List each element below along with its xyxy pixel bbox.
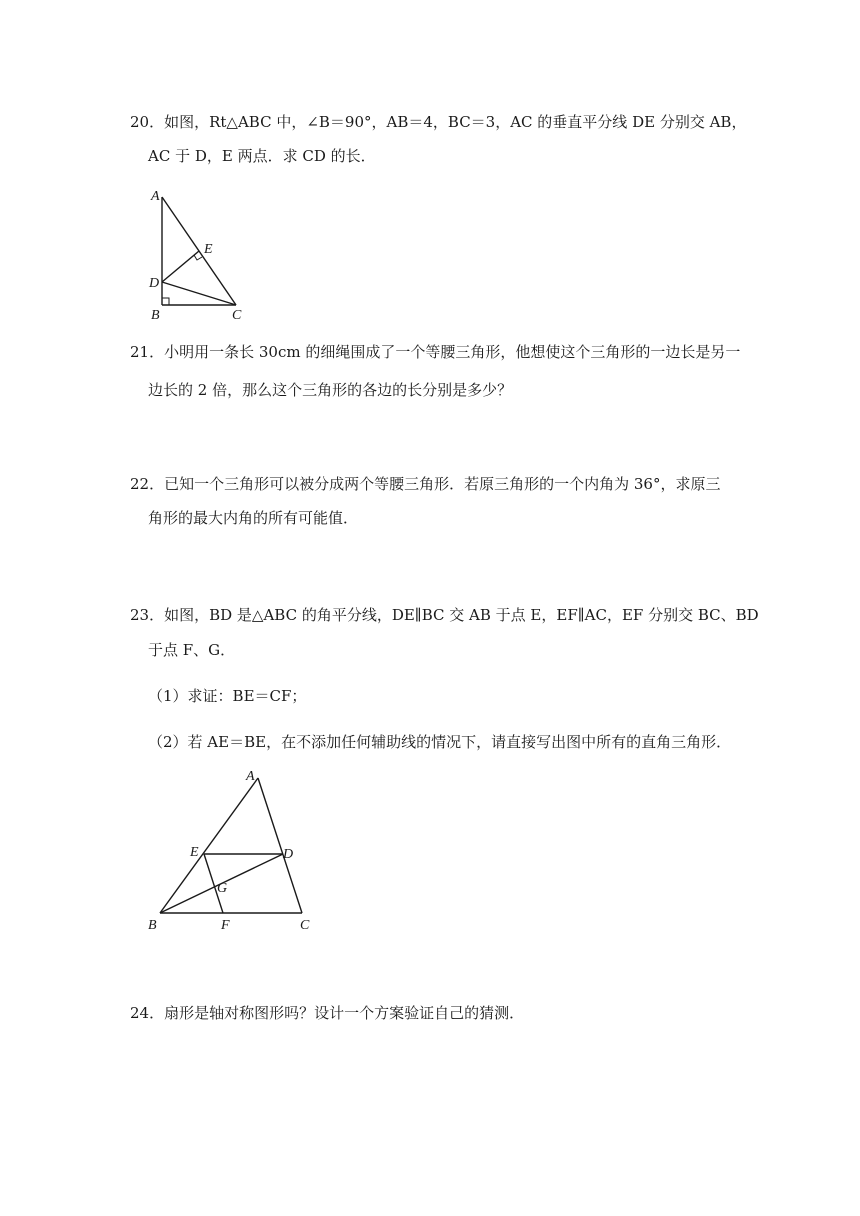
problem-23-part-2: （2）若 AE＝BE，在不添加任何辅助线的情况下，请直接写出图中所有的直角三角形． bbox=[148, 733, 732, 751]
problem-23-part-1: （1）求证：BE＝CF； bbox=[148, 687, 307, 705]
label-c: C bbox=[232, 308, 242, 323]
problem-20-figure bbox=[140, 185, 260, 325]
segment-ab bbox=[160, 778, 258, 913]
problem-22-line-1: 22．已知一个三角形可以被分成两个等腰三角形．若原三角形的一个内角为 36°，求原三 bbox=[130, 475, 721, 493]
problem-20-line-2: AC 于 D，E 两点．求 CD 的长． bbox=[148, 147, 376, 165]
segment-ac bbox=[258, 778, 302, 913]
segment-dc bbox=[162, 282, 236, 305]
right-angle-mark-b bbox=[162, 298, 169, 305]
label-b: B bbox=[151, 308, 160, 323]
problem-21-line-1: 21．小明用一条长 30cm 的细绳围成了一个等腰三角形，他想使这个三角形的一边长是另一 bbox=[130, 343, 741, 361]
segment-de bbox=[162, 251, 199, 282]
problem-23-figure bbox=[140, 768, 340, 938]
label-g: G bbox=[217, 881, 228, 896]
problem-22-line-2: 角形的最大内角的所有可能值． bbox=[148, 509, 359, 527]
label-a: A bbox=[246, 769, 255, 784]
label-f: F bbox=[221, 918, 230, 933]
label-d: D bbox=[149, 276, 160, 291]
label-a: A bbox=[151, 189, 160, 204]
right-angle-mark-e bbox=[194, 255, 202, 260]
label-c: C bbox=[300, 918, 310, 933]
problem-21-line-2: 边长的 2 倍，那么这个三角形的各边的长分别是多少？ bbox=[148, 381, 513, 399]
label-e: E bbox=[204, 242, 213, 257]
problem-24-line-1: 24．扇形是轴对称图形吗？设计一个方案验证自己的猜测． bbox=[130, 1004, 525, 1022]
label-b: B bbox=[148, 918, 157, 933]
label-e: E bbox=[190, 845, 199, 860]
problem-23-line-2: 于点 F、G． bbox=[148, 641, 236, 659]
problem-23-line-1: 23．如图，BD 是△ABC 的角平分线，DE∥BC 交 AB 于点 E，EF∥AC，EF 分别交 BC、BD bbox=[130, 606, 759, 624]
label-d: D bbox=[283, 847, 294, 862]
problem-20-line-1: 20．如图，Rt△ABC 中，∠B＝90°，AB＝4，BC＝3，AC 的垂直平分线 DE 分别交 AB， bbox=[130, 113, 747, 131]
